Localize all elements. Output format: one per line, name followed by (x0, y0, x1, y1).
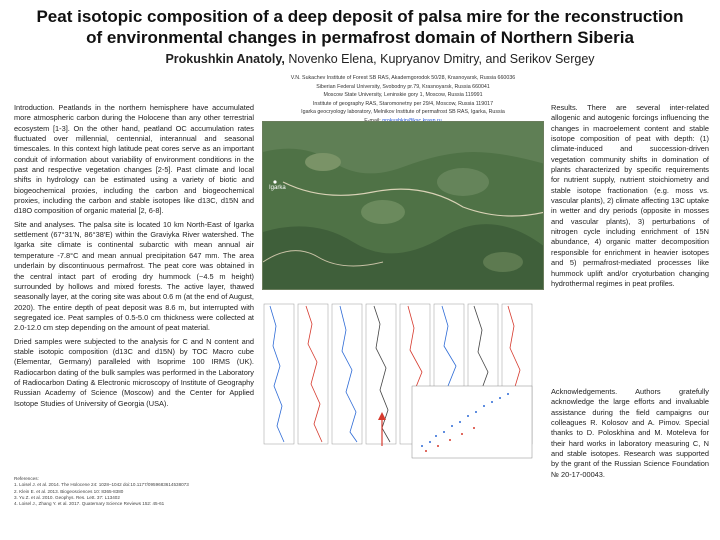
acknowledgements-paragraph: Acknowledgements. Authors gratefully acknowledge the large efforts and invaluable assistance during the field campaigns our colleagues R. Kolosov and A. Pimov. Special thanks to D. Poloskhina and M. Moteleva for their hard works in laboratory measuring C, N and stable isotopes. Research was supported by the grant of the Russian Science Foundation № 20-17-00043. (551, 387, 709, 479)
satellite-map (262, 121, 544, 290)
introduction-paragraph: Introduction. Peatlands in the northern hemisphere have accumulated more atmospheric carbon during the Holocene than any other terrestrial ecosystem [1-3]. On the other hand, peatland OC accumulation rates fluctuated over millennial, centennial, interannual and seasonal timescales. In this context high latitude peat cores serve as an important conduit of information about variability of environment conditions in the past and respective vegetation changes [2-5]. Past climate and local shifts in hydrology can be estimated using a variety of biotic and biogeochemical proxies, including the carbon and biogeochemical proxies, including the carbon and stable isotopes like d13C, d15N and d18O composition of organic material [2, 6-8]. (14, 103, 254, 216)
profile-plots (262, 296, 544, 474)
reference-2: 2. Klein E. et al. 2013. Biogeosciences 10: 8365-8380 (14, 488, 124, 494)
affiliation-4: Institute of geography RAS, Staromonetny per 29/4, Moscow, Russia 119017 (312, 100, 494, 107)
references-heading: References: (14, 476, 39, 481)
reference-1: 1. Loisel J. et al. 2014. The Holocene 24: 1028–1042 doi:10.1177/0959683614538073 (14, 482, 189, 488)
satellite-map-image (263, 122, 544, 290)
author-list (100, 52, 660, 66)
affiliation-1: V.N. Sukachev Institute of Forest SB RAS, Akademgorodok 50/28, Krasnoyarsk, Russia 660036 (290, 75, 516, 81)
affiliation-3: Moscow State University, Leninskie gory 1, Moscow, Russia 119991 (323, 92, 483, 98)
reference-4: 4. Loisel J., Zhang Y. et al. 2017. Quaternary Science Reviews 152: 45-61 (14, 501, 165, 507)
references (14, 476, 284, 507)
depth-profile-figure (262, 296, 544, 474)
map-label: Igarka (269, 185, 286, 191)
co-authors: Novenko Elena, Kupryanov Dmitry, and Serikov Sergey (284, 52, 595, 66)
right-column (551, 103, 709, 479)
title-line-1: Peat isotopic composition of a deep deposit of palsa mire for the reconstruction (36, 7, 684, 26)
results-paragraph: Results. There are several inter-related allogenic and autogenic forcings influencing the changes in macroelement content and stable isotope composition of peat with depth: (1) climate-induced and succession-driven vegetation community shifts in domination of plants characterized by specific requirements for nutrient supply, nutrient stoichiometry and stable isotope fractionation (e.g. moss vs. vascular plants), 2) climate affecting 13C uptake in wetter and dry periods (opposite in mosses and vascular plants), 3) perturbations of nitrogen cycle including enrichment of 15N abundance, 4) organic matter decomposition responsible for enrichment in heavier isotopes and 5) permafrost-mediated processes like hummock uplift and/or cryoturbation changing hydrothermal regimes in peat profiles. (551, 103, 709, 288)
reference-3: 3. Yu Z. et al. 2010. Geophys. Res. Lett. 37: L13402 (14, 494, 120, 500)
title-line-2: of environmental changes in permafrost domain of Northern Siberia (86, 28, 634, 47)
affiliation-5: Igarka geocryology laboratory, Melnikov Institute of permafrost SB RAS, Igarka, Russia (301, 109, 505, 115)
poster-title (10, 6, 710, 48)
methods-paragraph: Dried samples were subjected to the analysis for C and N content and stable isotopic composition (d13C and d15N) by TOC Macro cube (Elementar, Germany) paralleled with Isoprime 100 IRMS (UK). Radiocarbon dating of the bulk samples was performed in the Laboratory of Radiocarbon Dating & Electronic microscopy of Institute of Geography Russian Academy of Science (Moscow) and the Center for Applied Isotope Studies of University of Georgia (USA). (14, 336, 254, 408)
site-marker-icon (273, 180, 276, 183)
site-paragraph: Site and analyses. The palsa site is located 10 km North-East of Igarka settlement (67°31'N, 86°38'E) within the Graviyka River watershed. The Igarka site climate is continental subarctic with mean annual air temperature -7.8°C and mean annual precipitation 647 mm. The area underlain by discontinuous permafrost. The peat core was obtained in the central intact part of eroding dry hummock (~4.5 m height) surrounded by hollows and mixed forests. The active layer, thawed seasonally layer, at the coring site was about 0.6 m (at the end of August, 2020). The entire depth of peat deposit was 8.6 m, but interrupted with segregated ice. Peat samples of 0.5-5.0 cm thickness were collected at 2.0-12.0 cm step depending on the amount of peat material. (14, 219, 254, 333)
left-column (14, 103, 254, 412)
affiliation-2: Siberian Federal University, Svobodny pr.79, Krasnoyarsk, Russia 660041 (316, 83, 490, 90)
affiliations (262, 74, 544, 125)
first-author: Prokushkin Anatoly, (165, 52, 285, 66)
